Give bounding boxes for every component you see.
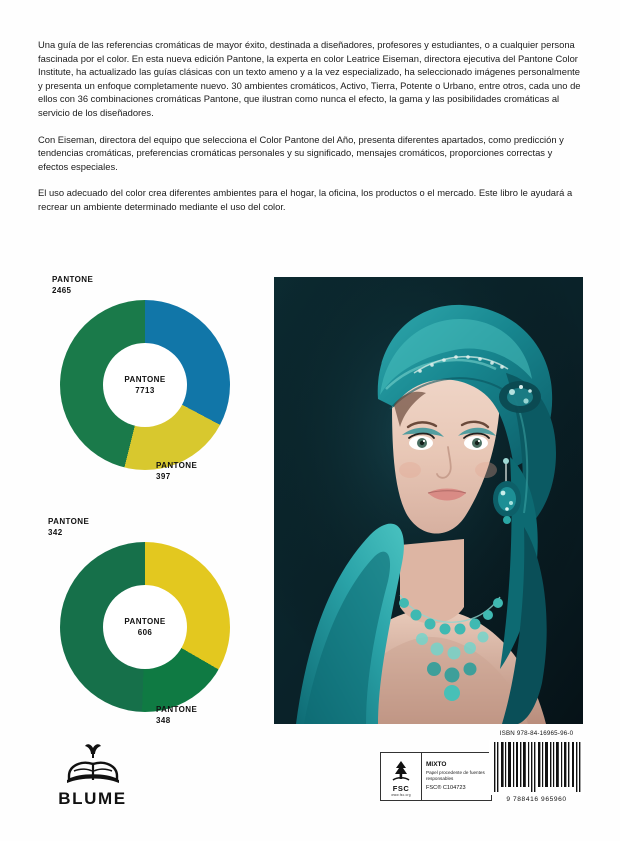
fsc-description: Papel procedente de fuentes responsables [426,770,485,781]
blurb-paragraph-2: Con Eiseman, directora del equipo que selecciona el Color Pantone del Año, presenta diferentes apartados, como predicción y tendencias cromáticas, preferencias cromáticas personales y su significado, mensajes cromáticos, proporciones correctas y efectos especiales. [38,133,564,172]
fsc-code: FSC® C104723 [426,785,466,791]
blurb-paragraph-1: Una guía de las referencias cromáticas de mayor éxito, destinada a diseñadores, profesores y estudiantes, o a cualquier persona fascinada por el color. En esta nueva edición Pantone, la experta en color Leatrice Eiseman, directora ejecutiva del Pantone Color Institute, ha actualizado las guías clásicas con un texto ameno y a la vez especializado, ha seleccionado imágenes personalmente y presenta un enfoque completamente nuevo. 30 ambientes cromáticos, Activo, Tierra, Potente o Urbano, entre otros, cada uno de ellos con 36 combinaciones cromáticas Pantone, que ilustran como nunca el efecto, la gama y las posibilidades cromáticas al servicio de los diseñadores. [38,39,581,118]
chart-1-center-label: PANTONE 7713 [124,375,166,395]
donut-1-ring [60,300,230,470]
chart-2-center-label: PANTONE 606 [124,617,166,637]
chart-2-callout-bottom-right: PANTONE 348 [156,705,198,725]
isbn-block [489,730,584,803]
chart-2-callout-top-left: PANTONE 342 [48,517,90,537]
barcode-image [489,740,584,795]
publisher-name: BLUME [58,789,127,808]
fsc-url: www.fsc.org [391,792,411,797]
fsc-wordmark: FSC [392,783,410,793]
donut-chart-2 [38,514,260,736]
donut-2-ring [60,542,230,712]
donut-chart-1 [38,272,260,494]
fsc-label [380,752,492,801]
fsc-text-block [422,753,491,800]
blurb-text [38,38,583,227]
fsc-title: MIXTO [426,761,447,768]
isbn-text: ISBN 978-84-16965-96-0 [499,730,574,737]
fsc-logo [381,753,422,800]
barcode-digits: 9 788416 965960 [506,796,567,803]
chart-1-callout-bottom-right: PANTONE 397 [156,461,198,481]
cover-photo [274,277,583,724]
fsc-tree-icon [390,759,412,783]
publisher-logo [45,742,140,809]
color-proportion-charts [38,272,260,736]
blurb-paragraph-3: El uso adecuado del color crea diferentes ambientes para el hogar, la oficina, los productos o el mercado. Este libro le ayudará a recrear un ambiente determinado mediante el uso del color. [38,187,573,212]
open-book-icon [65,742,121,786]
chart-1-callout-top-left: PANTONE 2465 [52,275,94,295]
